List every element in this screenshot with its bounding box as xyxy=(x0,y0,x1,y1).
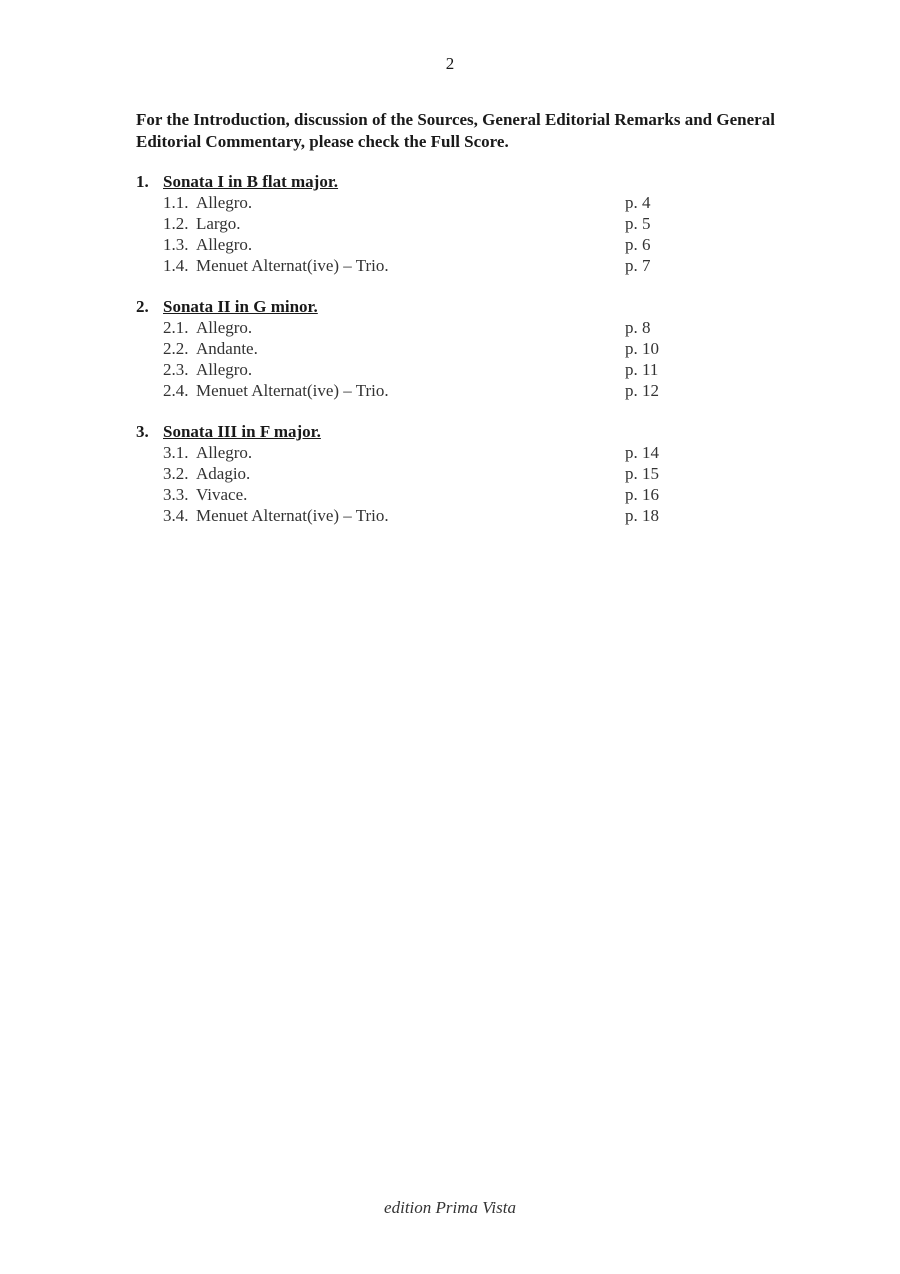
entry-page: p. 11 xyxy=(625,360,659,379)
toc-entry xyxy=(136,442,696,463)
entry-page: p. 10 xyxy=(625,339,659,358)
publisher-footer: edition Prima Vista xyxy=(384,1198,516,1217)
entry-page: p. 4 xyxy=(625,193,651,212)
table-of-contents xyxy=(136,171,696,546)
entry-page: p. 18 xyxy=(625,506,659,525)
entry-page: p. 15 xyxy=(625,464,659,483)
toc-entry xyxy=(136,234,696,255)
toc-entry xyxy=(136,484,696,505)
section-header xyxy=(136,421,696,442)
entry-title: Adagio. xyxy=(196,464,251,483)
entry-page: p. 16 xyxy=(625,485,659,504)
toc-section xyxy=(136,296,696,401)
section-title: Sonata I in B flat major. xyxy=(163,172,339,191)
section-title: Sonata III in F major. xyxy=(163,422,321,441)
entry-number: 1.3. xyxy=(163,235,189,254)
toc-entry xyxy=(136,463,696,484)
toc-entry xyxy=(136,380,696,401)
entry-page: p. 5 xyxy=(625,214,651,233)
entry-number: 1.1. xyxy=(163,193,189,212)
entry-page: p. 8 xyxy=(625,318,651,337)
section-header xyxy=(136,171,696,192)
entry-number: 1.2. xyxy=(163,214,189,233)
entry-page: p. 6 xyxy=(625,235,651,254)
page-number: 2 xyxy=(445,54,455,73)
toc-section xyxy=(136,421,696,526)
entry-number: 2.2. xyxy=(163,339,189,358)
entry-title: Vivace. xyxy=(196,485,248,504)
toc-entry xyxy=(136,213,696,234)
entry-title: Allegro. xyxy=(196,235,253,254)
entry-page: p. 12 xyxy=(625,381,659,400)
entry-title: Allegro. xyxy=(196,443,253,462)
entry-number: 3.1. xyxy=(163,443,189,462)
entry-title: Allegro. xyxy=(196,193,253,212)
entry-number: 2.1. xyxy=(163,318,189,337)
entry-title: Allegro. xyxy=(196,360,253,379)
toc-entry xyxy=(136,192,696,213)
section-number: 1. xyxy=(136,172,149,191)
toc-entry xyxy=(136,338,696,359)
section-header xyxy=(136,296,696,317)
intro-note: For the Introduction, discussion of the Sources, General Editorial Remarks and General Editorial Commentary, please check the Full Score. xyxy=(136,110,775,151)
entry-page: p. 14 xyxy=(625,443,659,462)
toc-entry xyxy=(136,255,696,276)
toc-entry xyxy=(136,317,696,338)
entry-page: p. 7 xyxy=(625,256,651,275)
entry-title: Menuet Alternat(ive) – Trio. xyxy=(196,256,389,275)
entry-title: Menuet Alternat(ive) – Trio. xyxy=(196,506,389,525)
toc-section xyxy=(136,171,696,276)
toc-entry xyxy=(136,505,696,526)
entry-title: Andante. xyxy=(196,339,258,358)
entry-number: 2.3. xyxy=(163,360,189,379)
entry-number: 3.2. xyxy=(163,464,189,483)
entry-title: Menuet Alternat(ive) – Trio. xyxy=(196,381,389,400)
entry-number: 3.3. xyxy=(163,485,189,504)
section-title: Sonata II in G minor. xyxy=(163,297,318,316)
section-number: 2. xyxy=(136,297,149,316)
entry-title: Allegro. xyxy=(196,318,253,337)
section-number: 3. xyxy=(136,422,149,441)
entry-number: 2.4. xyxy=(163,381,189,400)
entry-number: 3.4. xyxy=(163,506,189,525)
toc-entry xyxy=(136,359,696,380)
entry-number: 1.4. xyxy=(163,256,189,275)
entry-title: Largo. xyxy=(196,214,241,233)
